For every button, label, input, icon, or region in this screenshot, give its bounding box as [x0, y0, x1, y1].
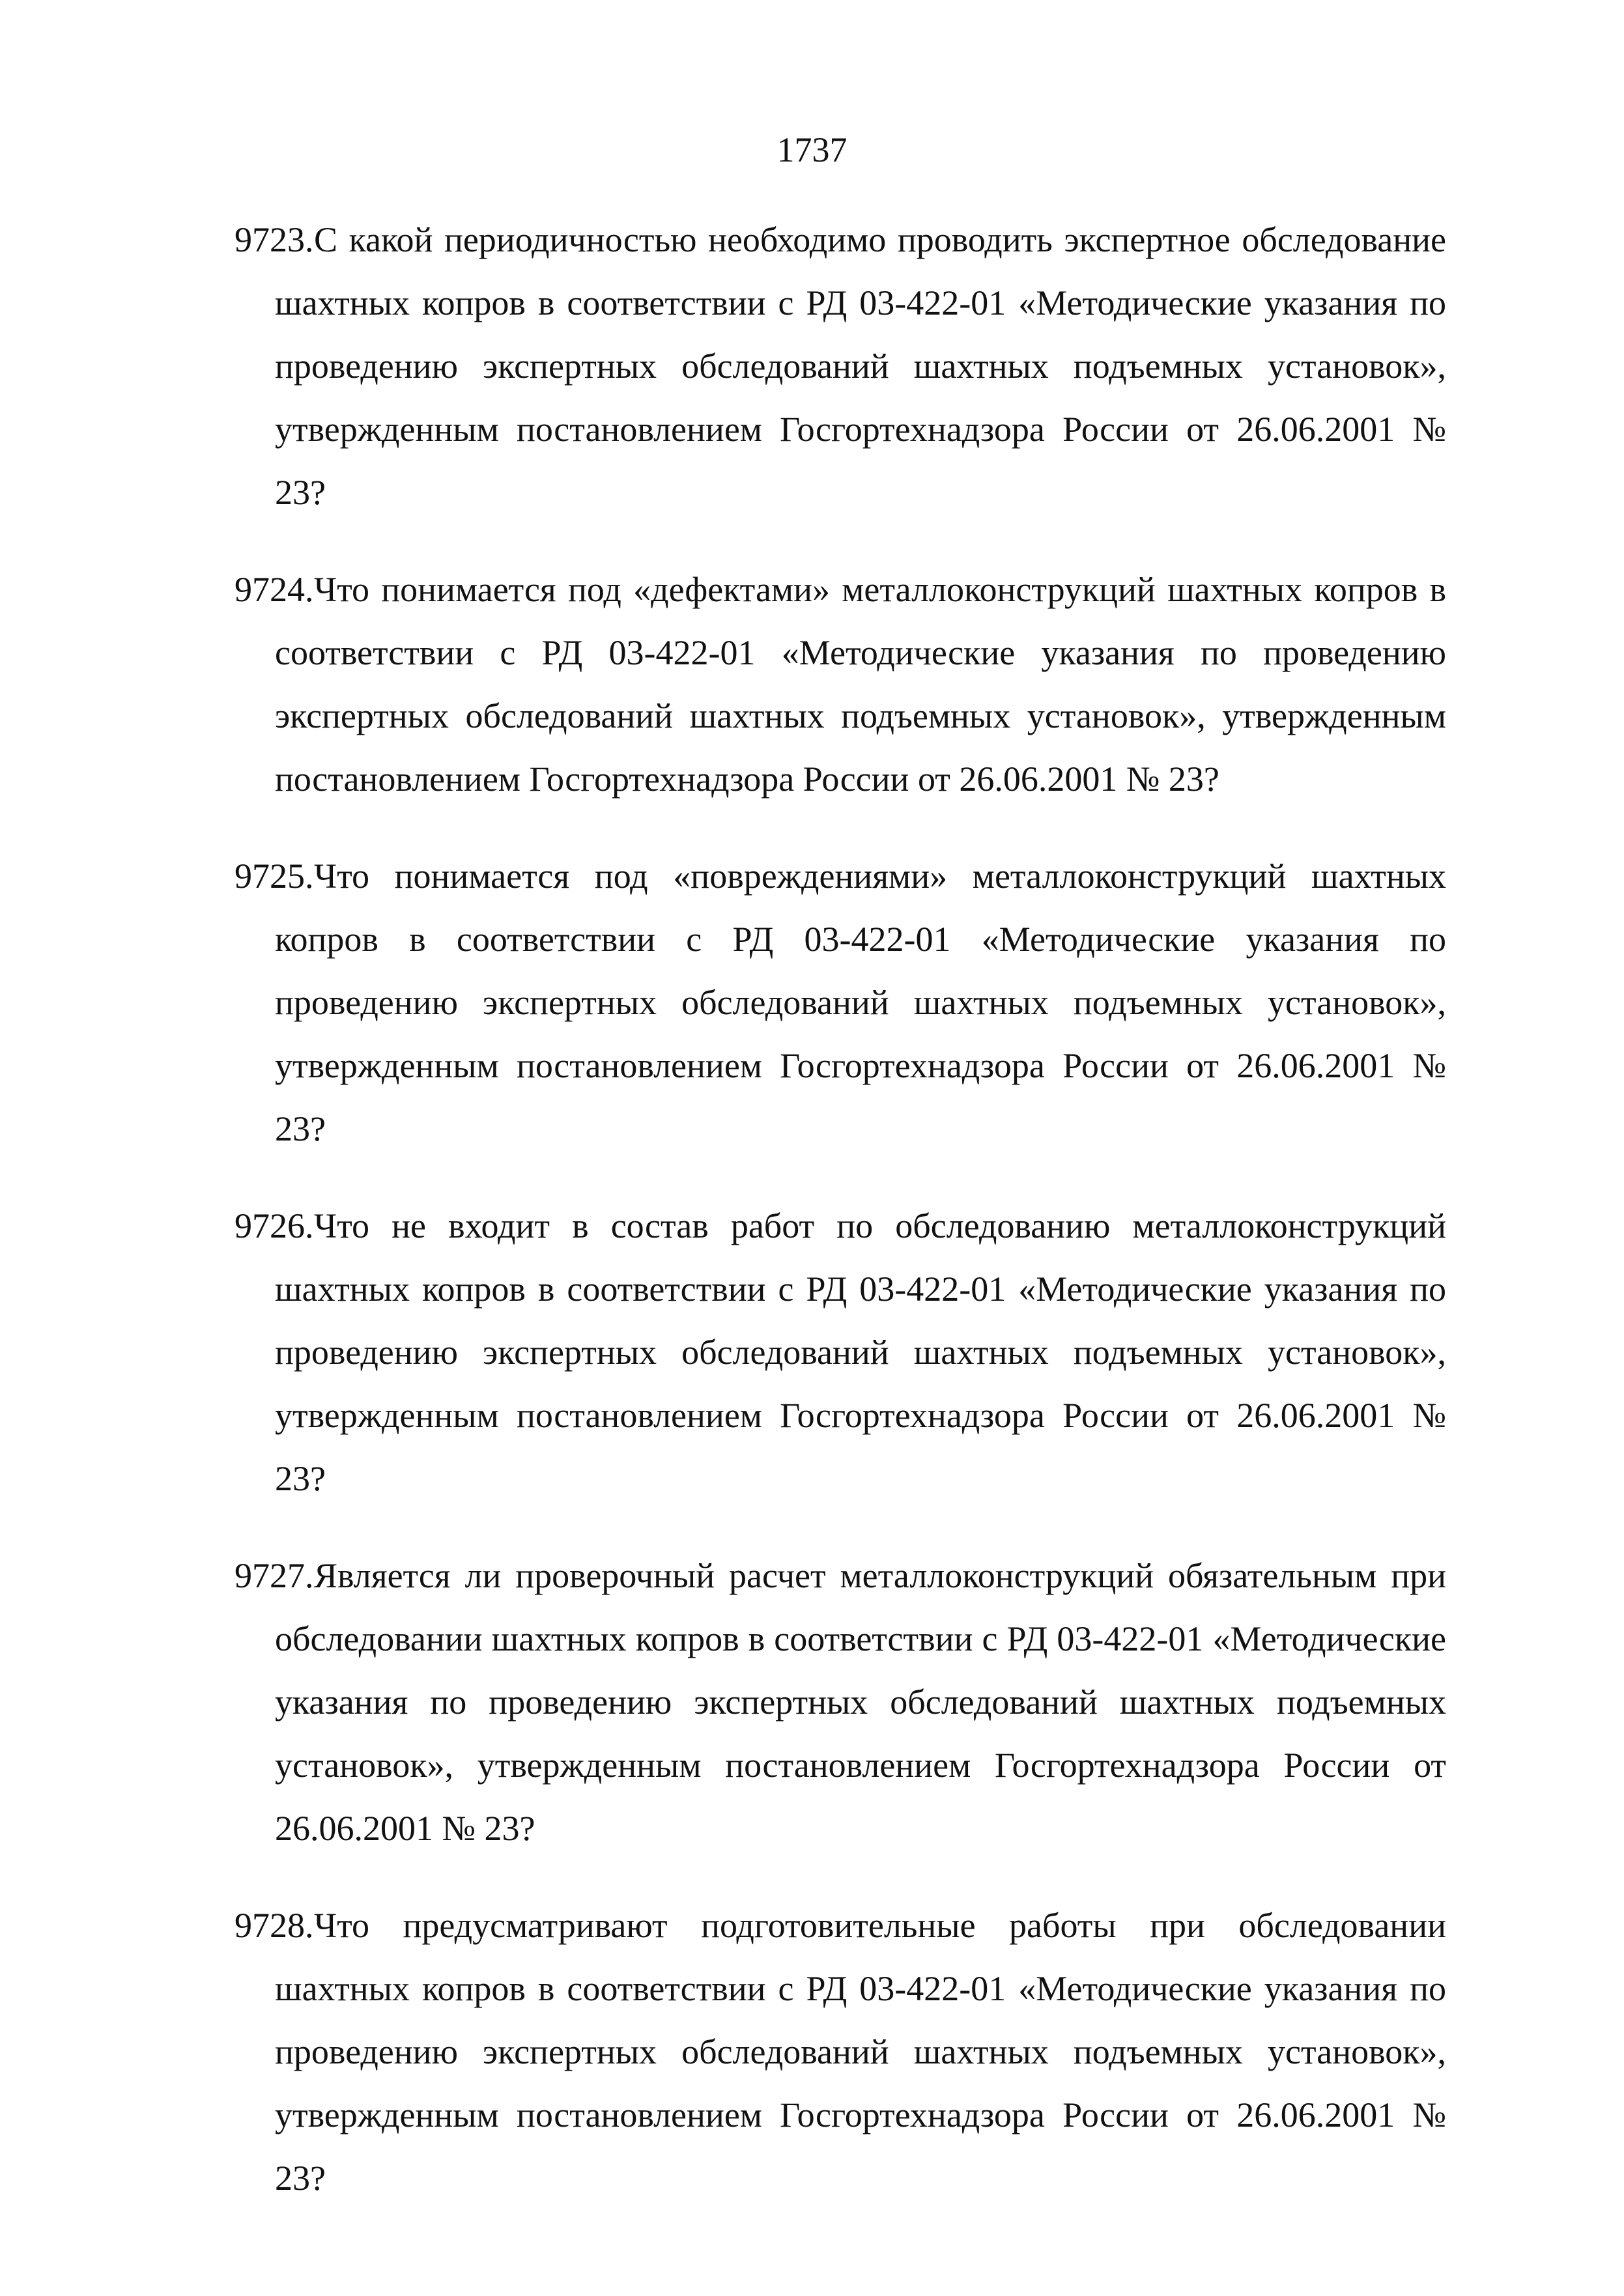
question-item [235, 1544, 1446, 1860]
question-number: 9727. [235, 1556, 314, 1595]
question-item [235, 1894, 1446, 2210]
question-text: Что не входит в состав работ по обследованию металлоконструкций шахтных копров в соответствии с РД 03-422-01 «Методические указания по проведению экспертных обследований шахтных подъемных установок», утвержденным постановлением Госгортехнадзора России от 26.06.2001 № 23? [275, 1206, 1446, 1498]
question-text: С какой периодичностью необходимо проводить экспертное обследование шахтных копров в соответствии с РД 03-422-01 «Методические указания по проведению экспертных обследований шахтных подъемных установок», утвержденным постановлением Госгортехнадзора России от 26.06.2001 № 23? [275, 220, 1446, 512]
question-item [235, 558, 1446, 811]
question-item [235, 208, 1446, 524]
question-text: Является ли проверочный расчет металлоконструкций обязательным при обследовании шахтных копров в соответствии с РД 03-422-01 «Методические указания по проведению экспертных обследований шахтных подъемных установок», утвержденным постановлением Госгортехнадзора России от 26.06.2001 № 23? [275, 1556, 1446, 1848]
page-number: 1737 [776, 130, 848, 169]
question-text: Что предусматривают подготовительные работы при обследовании шахтных копров в соответствии с РД 03-422-01 «Методические указания по проведению экспертных обследований шахтных подъемных установок», утвержденным постановлением Госгортехнадзора России от 26.06.2001 № 23? [275, 1906, 1446, 2198]
question-number: 9724. [235, 570, 314, 609]
question-number: 9723. [235, 220, 314, 259]
question-number: 9726. [235, 1206, 314, 1245]
question-text: Что понимается под «повреждениями» металлоконструкций шахтных копров в соответствии с РД 03-422-01 «Методические указания по проведению экспертных обследований шахтных подъемных установок», утвержденным постановлением Госгортехнадзора России от 26.06.2001 № 23? [275, 857, 1446, 1148]
question-item [235, 1195, 1446, 1510]
question-list [235, 208, 1446, 2244]
question-item [235, 845, 1446, 1161]
question-text: Что понимается под «дефектами» металлоконструкций шахтных копров в соответствии с РД 03-422-01 «Методические указания по проведению экспертных обследований шахтных подъемных установок», утвержденным постановлением Госгортехнадзора России от 26.06.2001 № 23? [275, 570, 1446, 799]
question-number: 9728. [235, 1906, 314, 1945]
question-number: 9725. [235, 857, 314, 896]
